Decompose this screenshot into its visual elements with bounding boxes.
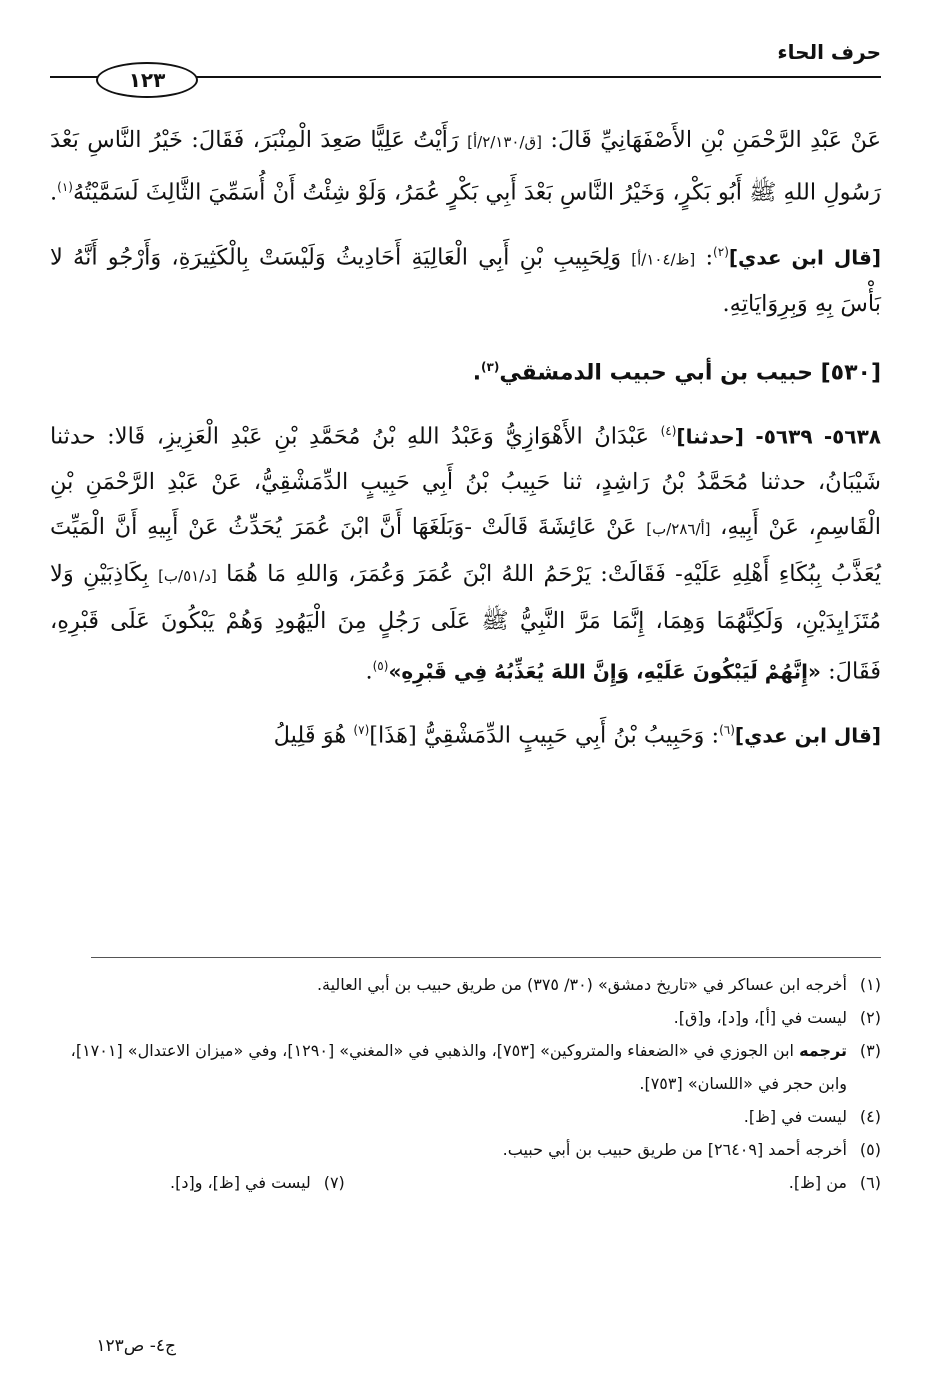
footnote-4 [50, 1100, 881, 1133]
footnotes [50, 968, 881, 1199]
footnote-marker: (٣) [481, 360, 500, 374]
footnotes-rule [91, 957, 881, 958]
footnote-text: أخرجه ابن عساكر في «تاريخ دمشق» (٣٠/ ٣٧٥) من طريق حبيب بن أبي العالية. [316, 975, 847, 994]
paragraph-hadith [50, 409, 881, 694]
footnote-text: ليست في [أ]، و[د]، و[ق]. [673, 1008, 847, 1027]
footnote-1 [50, 968, 881, 1001]
punctuation: . [472, 360, 482, 386]
manuscript-ref: [أ/٢٨٦/ب] [646, 519, 711, 538]
footnote-marker: (٧) [353, 723, 370, 738]
punctuation: : [705, 244, 714, 270]
footnote-number: (١) [859, 975, 881, 994]
punctuation: . [49, 179, 58, 206]
footnote-marker: (٤) [660, 424, 677, 439]
footnote-6 [789, 1166, 881, 1199]
footnote-text: من [ظ]. [788, 1173, 847, 1192]
footnote-bold: ترجمه [799, 1041, 847, 1060]
page-number-badge: ١٢٣ [96, 62, 198, 98]
hadith-numbers: ٥٦٣٨- ٥٦٣٩- [755, 424, 881, 449]
ibn-adi-label: [قال ابن عدي] [728, 245, 881, 269]
text-span: وَلِحَبِيبِ بْنِ أَبِي الْعَالِيَةِ أَحَادِيثُ وَلَيْسَتْ بِالْكَثِيرَةِ، وَأَرْجُو أَنَّهُ لا بَأْسَ بِهِ وَبِرِوَايَاتِهِ. [50, 244, 881, 317]
text-span: عَنْ عَبْدِ الرَّحْمَنِ بْنِ الأَصْفَهَانِيِّ قَالَ: [550, 127, 882, 153]
paragraph-last [50, 708, 881, 759]
footnote-text: أخرجه أحمد [٢٦٤٠٩] من طريق حبيب بن أبي حبيب. [502, 1140, 847, 1159]
footnote-text: ليست في [ظ]. [743, 1107, 847, 1126]
footnote-marker: (٦) [719, 723, 735, 738]
footnote-3 [50, 1034, 881, 1100]
footnote-number: (٢) [859, 1008, 881, 1027]
footnote-text: ابن الجوزي في «الضعفاء والمتروكين» [٧٥٣]، والذهبي في «المغني» [١٢٩٠]، وفي «ميزان الاعتدال» [١٧٠١]، وابن حجر في «اللسان» [٧٥٣]. [70, 1041, 847, 1093]
footnote-number: (٣) [859, 1041, 881, 1060]
text-span: هُوَ قَلِيلُ [273, 722, 347, 749]
footnote-5 [50, 1133, 881, 1166]
paragraph-2 [50, 230, 881, 328]
entry-heading [50, 345, 881, 395]
ibn-adi-label: [قال ابن عدي] [734, 723, 881, 748]
text-span: بِكَاذِبَيْنِ وَلا مُتَزَايِدَيْنِ، وَلَكِنَّهُمَا وَهِمَا، إِنَّمَا مَرَّ النَّبِيُّ ﷺ عَلَى رَجُلٍ مِنَ الْيَهُودِ وَهُمْ يَبْكُونَ عَلَى قَبْرِهِ، فَقَالَ: [50, 560, 881, 685]
text-span: : وَحَبِيبُ بْنُ أَبِي حَبِيبٍ الدِّمَشْقِيُّ [هَذَا] [369, 722, 720, 749]
manuscript-ref: [د/٥١/ب] [158, 566, 217, 585]
footnote-number: (٦) [859, 1173, 881, 1192]
prophetic-quote: «إِنَّهُمْ لَيَبْكُونَ عَلَيْهِ، وَإِنَّ اللهَ يُعَذِّبُهُ فِي قَبْرِهِ» [388, 659, 821, 684]
manuscript-ref: [ق/٢/١٣٠/أ] [467, 133, 543, 151]
footnote-marker: (١) [57, 180, 73, 194]
footnote-7 [170, 1166, 345, 1199]
text-span: عَبْدَانُ الأَهْوَازِيُّ وَعَبْدُ اللهِ بْنُ مُحَمَّدِ بْنِ عَبْدِ الْعَزِيزِ، قَالا: حدثنا شَيْبَانُ، حدثنا مُحَمَّدُ بْنُ رَاشِدٍ، ثنا حَبِيبُ بْنُ أَبِي حَبِيبٍ الدِّمَشْقِيُّ، عَنْ عَبْدِ الرَّحْمَنِ بْنِ الْقَاسِمِ، عَنْ أَبِيهِ، [50, 423, 881, 540]
footnote-2 [50, 1001, 881, 1034]
footnote-number: (٧) [323, 1173, 345, 1192]
footnote-text: ليست في [ظ]، و[د]. [170, 1173, 311, 1192]
footnote-number: (٥) [859, 1140, 881, 1159]
footnote-row [50, 1166, 881, 1199]
entry-heading-text: [٥٣٠] حبيب بن أبي حبيب الدمشقي [499, 360, 881, 386]
main-text [50, 118, 881, 759]
haddathana-label: [حدثنا] [676, 424, 744, 449]
punctuation: . [365, 658, 373, 685]
paragraph-1 [50, 118, 881, 216]
running-header-title: حرف الحاء [777, 40, 881, 64]
footnote-marker: (٥) [372, 658, 389, 673]
footnote-marker: (٢) [713, 244, 729, 259]
manuscript-ref: [ظ/١٠٤/أ] [631, 250, 696, 268]
text-span: رَأَيْتُ عَلِيًّا صَعِدَ الْمِنْبَرَ، فَقَالَ: خَيْرُ النَّاسِ بَعْدَ رَسُولِ اللهِ ﷺ أَبُو بَكْرٍ، وَخَيْرُ النَّاسِ بَعْدَ أَبِي بَكْرٍ عُمَرُ، وَلَوْ شِئْتُ أَنْ أُسَمِّيَ الثَّالِثَ لَسَمَّيْتُهُ [50, 127, 881, 206]
footnote-number: (٤) [859, 1107, 881, 1126]
volume-page-footer: ج٤- ص١٢٣ [96, 1336, 176, 1356]
text-span: عَنْ عَائِشَةَ قَالَتْ -وَبَلَغَهَا أَنَّ ابْنَ عُمَرَ يُحَدِّثُ عَنْ أَبِيهِ أَنَّ الْمَيِّتَ يُعَذَّبُ بِبُكَاءِ أَهْلِهِ عَلَيْهِ- فَقَالَتْ: يَرْحَمُ اللهُ ابْنَ عُمَرَ وَعُمَرَ، وَاللهِ مَا هُمَا [50, 513, 882, 587]
